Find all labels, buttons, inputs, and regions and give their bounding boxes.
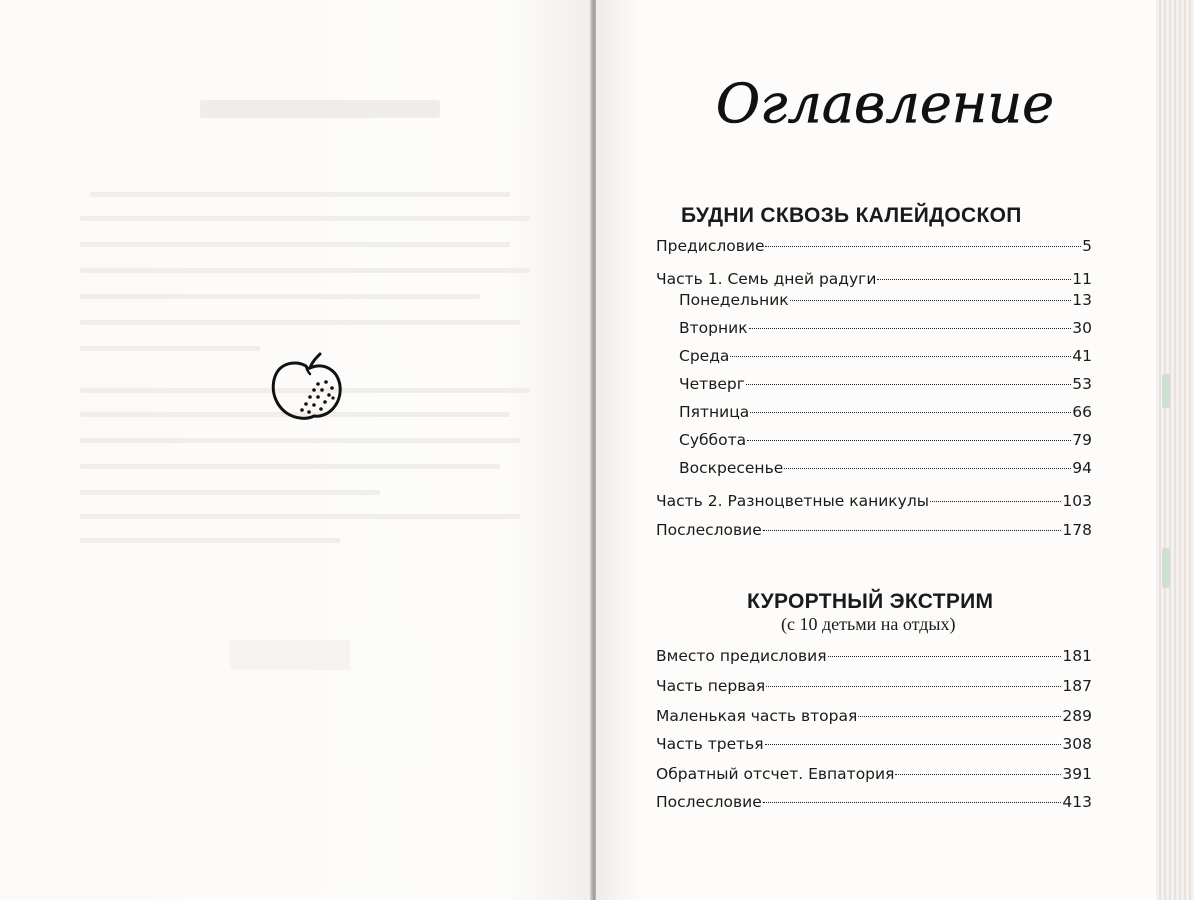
toc-entry[interactable] <box>656 518 1092 542</box>
toc-entry[interactable] <box>656 704 1092 728</box>
toc-entry-label: Воскресенье <box>679 459 784 477</box>
toc-leader <box>828 656 1062 657</box>
toc-leader <box>749 328 1072 329</box>
toc-entry-page: 187 <box>1062 677 1092 695</box>
toc-entry-page: 308 <box>1062 735 1092 753</box>
toc-entry-page: 30 <box>1072 319 1092 337</box>
bleed-through-line <box>80 346 260 351</box>
toc-entry-label: Часть 1. Семь дней радуги <box>656 270 877 288</box>
toc-leader <box>750 412 1071 413</box>
page-tab-marker <box>1162 374 1170 408</box>
toc-entry-label: Суббота <box>679 431 747 449</box>
page-tab-marker <box>1162 548 1170 588</box>
toc-entry-page: 94 <box>1072 459 1092 477</box>
toc-entry-page: 413 <box>1062 793 1092 811</box>
toc-entry-label: Пятница <box>679 403 750 421</box>
toc-leader <box>730 356 1071 357</box>
bleed-through-line <box>80 514 520 519</box>
bleed-through-line <box>80 490 380 495</box>
toc-entry-label: Обратный отсчет. Евпатория <box>656 765 895 783</box>
toc-entry[interactable] <box>656 644 1092 668</box>
toc-entry-page: 11 <box>1072 270 1092 288</box>
toc-leader <box>763 530 1062 531</box>
section-subtitle-2: (с 10 детьми на отдых) <box>781 614 956 634</box>
toc-entry-page: 5 <box>1082 237 1092 255</box>
toc-leader <box>790 300 1072 301</box>
toc-entry[interactable] <box>656 489 1092 513</box>
toc-entry[interactable] <box>679 456 1092 480</box>
toc-entry[interactable] <box>656 234 1092 258</box>
section-title-2: КУРОРТНЫЙ ЭКСТРИМ <box>747 590 994 613</box>
toc-entry-label: Вторник <box>679 319 748 337</box>
toc-entry-label: Часть первая <box>656 677 766 695</box>
toc-entry-page: 13 <box>1072 291 1092 309</box>
toc-entry[interactable] <box>679 372 1092 396</box>
bleed-through-heading <box>200 100 440 118</box>
page-edges <box>1156 0 1194 900</box>
toc-leader <box>858 716 1061 717</box>
toc-leader <box>746 384 1071 385</box>
section-title-1: БУДНИ СКВОЗЬ КАЛЕЙДОСКОП <box>681 204 1022 227</box>
bleed-through-ornament <box>230 640 350 670</box>
toc-entry[interactable] <box>679 316 1092 340</box>
toc-entry-label: Часть третья <box>656 735 764 753</box>
bleed-through-line <box>80 464 500 469</box>
toc-entry-page: 103 <box>1062 492 1092 510</box>
left-page <box>0 0 592 900</box>
bleed-through-line <box>80 294 480 299</box>
bleed-through-line <box>80 268 530 273</box>
toc-leader <box>895 774 1061 775</box>
toc-entry-page: 178 <box>1062 521 1092 539</box>
toc-entry-label: Послесловие <box>656 521 762 539</box>
toc-title-text: Оглавление <box>715 72 1055 135</box>
toc-entry-label: Предисловие <box>656 237 765 255</box>
toc-entry-label: Послесловие <box>656 793 762 811</box>
toc-entry-label: Вместо предисловия <box>656 647 827 665</box>
toc-entry[interactable] <box>656 790 1092 814</box>
toc-leader <box>765 246 1081 247</box>
bleed-through-line <box>90 192 510 197</box>
toc-entry-label: Четверг <box>679 375 745 393</box>
toc-leader <box>765 744 1062 745</box>
toc-entry-label: Маленькая часть вторая <box>656 707 858 725</box>
toc-leader <box>763 802 1062 803</box>
bleed-through-line <box>80 538 340 543</box>
toc-entry[interactable] <box>679 400 1092 424</box>
toc-leader <box>930 501 1061 502</box>
bleed-through-line <box>80 242 510 247</box>
toc-entry-label: Понедельник <box>679 291 789 309</box>
toc-entry[interactable] <box>656 732 1092 756</box>
toc-title <box>715 62 1055 142</box>
bleed-through-line <box>80 320 520 325</box>
apple-icon <box>266 352 346 424</box>
toc-leader <box>766 686 1061 687</box>
bleed-through-line <box>80 216 530 221</box>
toc-entry-label: Среда <box>679 347 730 365</box>
toc-entry-page: 66 <box>1072 403 1092 421</box>
toc-entry[interactable] <box>679 344 1092 368</box>
toc-entry[interactable] <box>679 288 1092 312</box>
toc-entry-page: 53 <box>1072 375 1092 393</box>
toc-entry-label: Часть 2. Разноцветные каникулы <box>656 492 929 510</box>
toc-entry[interactable] <box>656 762 1092 786</box>
toc-leader <box>747 440 1071 441</box>
toc-entry-page: 79 <box>1072 431 1092 449</box>
toc-entry-page: 181 <box>1062 647 1092 665</box>
bleed-through-line <box>80 438 520 443</box>
toc-entry-page: 391 <box>1062 765 1092 783</box>
toc-leader <box>784 468 1071 469</box>
toc-entry-page: 289 <box>1062 707 1092 725</box>
toc-leader <box>877 279 1071 280</box>
toc-entry[interactable] <box>679 428 1092 452</box>
toc-entry[interactable] <box>656 674 1092 698</box>
toc-entry-page: 41 <box>1072 347 1092 365</box>
